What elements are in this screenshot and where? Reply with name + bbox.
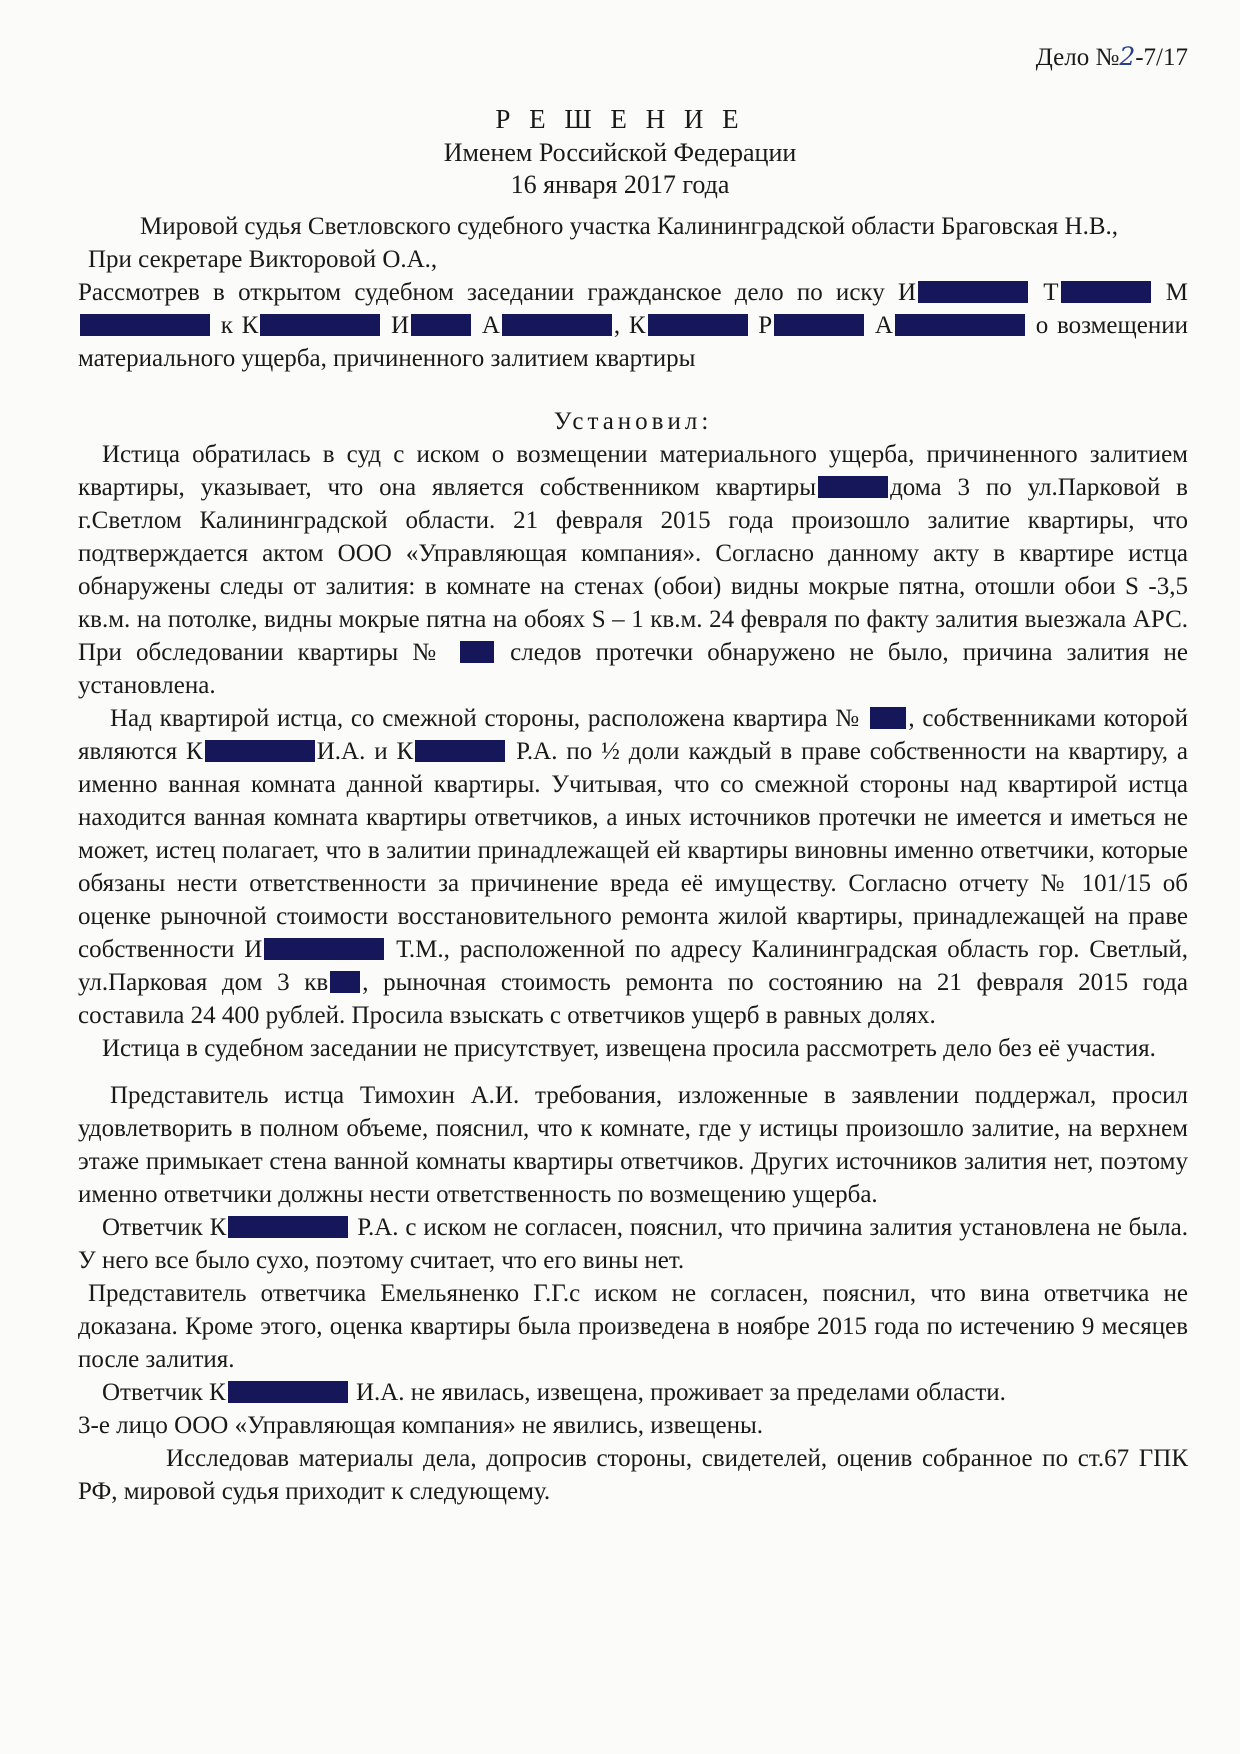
- redaction-block: [918, 281, 1028, 303]
- case-number-handwritten: 2: [1119, 42, 1136, 71]
- document-subtitle: Именем Российской Федерации: [443, 138, 797, 167]
- intro-case: Рассмотрев в открытом судебном заседании гражданское дело по иску И Т М к К И А , К Р А о возмещении материального ущерба, причиненного залитием квартиры: [78, 279, 1189, 372]
- case-number-prefix: Дело №: [1035, 44, 1120, 71]
- case-number: [1036, 42, 1188, 72]
- redaction-block: [264, 938, 384, 960]
- paragraph-1: Истица обратилась в суд с иском о возмещении материального ущерба, причиненного залитием квартиры, указывает, что она является собственником квартиры дома 3 по ул.Парковой в г.Светлом Калининградской области. 21 февраля 2015 года произошло залитие квартиры, что подтверждается актом ООО «Управляющая компания». Согласно данному акту в квартире истца обнаружены следы от залития: в комнате на стенах (обои) видны мокрые пятна, отошли обои S -3,5 кв.м. на потолке, видны мокрые пятна на обоях S – 1 кв.м. 24 февраля по факту залития выезжала АРС. При обследовании квартиры № следов протечки обнаружено не было, причина залития не установлена.: [78, 441, 1188, 699]
- redaction-block: [415, 740, 505, 762]
- redaction-block: [895, 314, 1025, 336]
- document-date: 16 января 2017 года: [510, 170, 730, 199]
- redaction-block: [460, 641, 494, 663]
- redaction-block: [818, 476, 888, 498]
- section-established: Установил:: [553, 408, 713, 435]
- document-body: [78, 210, 1188, 1508]
- paragraph-4: Представитель истца Тимохин А.И. требования, изложенные в заявлении поддержал, просил удовлетворить в полном объеме, пояснил, что к комнате, где у истицы произошло залитие, на верхнем этаже примыкает стена ванной комнаты квартиры ответчиков. Других источников залития нет, поэтому именно ответчики должны нести ответственность по возмещению ущерба.: [78, 1082, 1188, 1208]
- paragraph-8: 3-е лицо ООО «Управляющая компания» не явились, извещены.: [78, 1412, 764, 1439]
- paragraph-2: Над квартирой истца, со смежной стороны, расположена квартира № , собственниками которой являются К И.А. и К Р.А. по ½ доли каждый в праве собственности на квартиру, а именно ванная комната данной квартиры. Учитывая, что со смежной стороны над квартирой истца находится ванная комната квартиры ответчиков, а иных источников протечки не имеется и иметься не может, истец полагает, что в залитии принадлежащей ей квартиры виновны именно ответчики, которые обязаны нести ответственности за причинение вреда её имуществу. Согласно отчету № 101/15 об оценке рыночной стоимости восстановительного ремонта жилой квартиры, принадлежащей на праве собственности И Т.М., расположенной по адресу Калининградская область гор. Светлый, ул.Парковая дом 3 кв , рыночная стоимость ремонта по состоянию на 21 февраля 2015 года составила 24 400 рублей. Просила взыскать с ответчиков ущерб в равных долях.: [78, 705, 1189, 1029]
- paragraph-5: Ответчик К Р.А. с иском не согласен, пояснил, что причина залития установлена не была. У него все было сухо, поэтому считает, что его вины нет.: [78, 1214, 1188, 1274]
- case-number-suffix: -7/17: [1135, 44, 1188, 71]
- redaction-block: [1061, 281, 1151, 303]
- redaction-block: [205, 740, 315, 762]
- redaction-block: [228, 1216, 348, 1238]
- redaction-block: [80, 314, 210, 336]
- paragraph-6: Представитель ответчика Емельяненко Г.Г.с иском не согласен, пояснил, что вина ответчика не доказана. Кроме этого, оценка квартиры была произведена в ноябре 2015 года по истечению 9 месяцев после залития.: [78, 1280, 1188, 1373]
- paragraph-9: Исследовав материалы дела, допросив стороны, свидетелей, оценив собранное по ст.67 ГПК РФ, мировой судья приходит к следующему.: [78, 1445, 1188, 1505]
- redaction-block: [774, 314, 864, 336]
- redaction-block: [411, 314, 471, 336]
- document-title: Р Е Ш Е Н И Е: [495, 104, 745, 134]
- redaction-block: [330, 971, 360, 993]
- redaction-block: [228, 1381, 348, 1403]
- redaction-block: [260, 314, 380, 336]
- paragraph-7: Ответчик К И.А. не явилась, извещена, проживает за пределами области.: [102, 1379, 1006, 1406]
- redaction-block: [502, 314, 612, 336]
- redaction-block: [870, 707, 906, 729]
- redaction-block: [648, 314, 748, 336]
- intro-judge: Мировой судья Светловского судебного участка Калининградской области Браговская Н.В.,: [140, 213, 1119, 240]
- intro-secretary: При секретаре Викторовой О.А.,: [88, 246, 438, 273]
- paragraph-3: Истица в судебном заседании не присутствует, извещена просила рассмотреть дело без её участия.: [102, 1035, 1156, 1062]
